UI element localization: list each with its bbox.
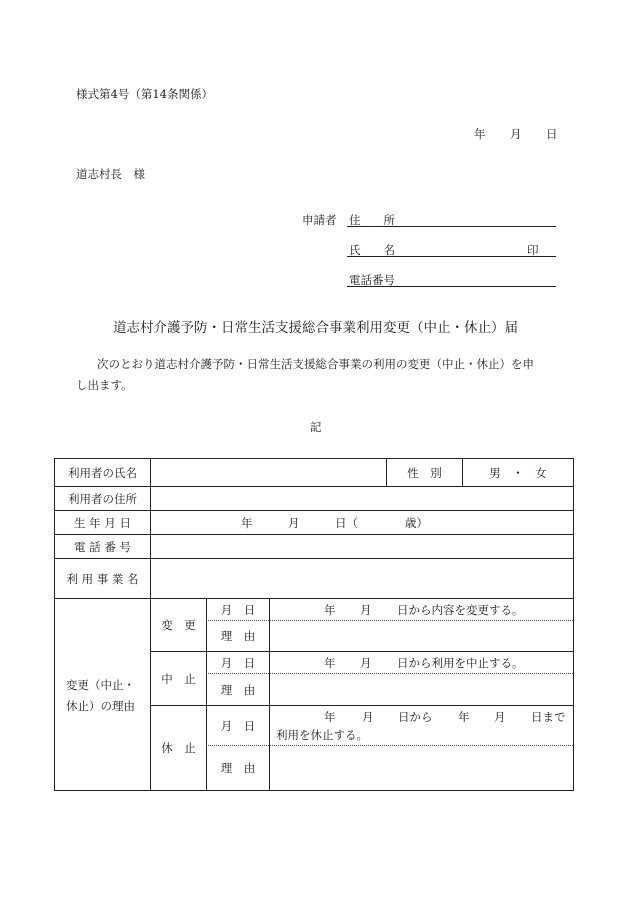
user-address-label: 利用者の住所 bbox=[68, 491, 137, 506]
reason-label-line-1: 変更（中止・ bbox=[66, 678, 135, 692]
pause-year-1: 年 bbox=[324, 710, 336, 724]
form-number: 様式第4号（第14条関係） bbox=[76, 87, 213, 101]
stop-reason-field[interactable] bbox=[270, 674, 573, 705]
pause-text-2: 利用を休止する。 bbox=[276, 728, 368, 742]
change-text: 日から内容を変更する。 bbox=[397, 603, 524, 617]
applicant-name-label: 氏 名 bbox=[349, 243, 395, 257]
pause-year-2: 年 bbox=[458, 710, 470, 724]
change-reason-label: 理 由 bbox=[220, 629, 256, 643]
ki-mark: 記 bbox=[310, 420, 322, 434]
change-date-label: 月 日 bbox=[220, 602, 256, 617]
birth-month-label: 月 bbox=[288, 516, 300, 530]
date-year-label: 年 bbox=[474, 127, 486, 141]
change-reason-field[interactable] bbox=[270, 621, 573, 651]
reason-label-line-2: 休止）の理由 bbox=[66, 699, 135, 713]
pause-until: 日まで bbox=[531, 710, 566, 724]
applicant-address-label: 住 所 bbox=[349, 213, 395, 227]
birth-age-close: 歳） bbox=[405, 516, 428, 530]
stop-reason-label: 理 由 bbox=[220, 682, 256, 697]
business-label: 利 用 事 業 名 bbox=[66, 571, 139, 586]
stop-month-label: 月 bbox=[360, 656, 372, 670]
intro-line-1: 次のとおり道志村介護予防・日常生活支援総合事業の利用の変更（中止・休止）を申 bbox=[97, 357, 534, 371]
addressee: 道志村長 様 bbox=[76, 167, 145, 181]
pause-month-2: 月 bbox=[494, 710, 506, 724]
user-name-field[interactable] bbox=[151, 459, 386, 486]
change-label: 変 更 bbox=[161, 618, 196, 632]
document-title: 道志村介護予防・日常生活支援総合事業利用変更（中止・休止）届 bbox=[113, 320, 518, 336]
birth-day-age-open: 日（ bbox=[335, 516, 358, 530]
seal-mark: 印 bbox=[527, 243, 539, 257]
phone-field[interactable] bbox=[151, 535, 573, 558]
pause-from: 日から bbox=[398, 710, 433, 724]
stop-label: 中 止 bbox=[161, 671, 196, 686]
date-month-label: 月 bbox=[510, 127, 522, 141]
intro-line-2: し出ます。 bbox=[76, 378, 133, 392]
user-name-label: 利用者の氏名 bbox=[68, 465, 137, 480]
pause-reason-field[interactable] bbox=[270, 746, 573, 790]
applicant-name-line bbox=[347, 256, 556, 257]
change-month-label: 月 bbox=[360, 603, 372, 617]
pause-label: 休 止 bbox=[161, 741, 196, 755]
stop-text: 日から利用を中止する。 bbox=[397, 656, 524, 670]
stop-year-label: 年 bbox=[324, 656, 336, 670]
gender-label: 性 別 bbox=[407, 465, 442, 480]
pause-date-label: 月 日 bbox=[220, 718, 256, 733]
change-year-label: 年 bbox=[324, 603, 336, 617]
applicant-phone-line bbox=[347, 286, 556, 287]
phone-label: 電 話 番 号 bbox=[74, 539, 131, 554]
applicant-address-line bbox=[347, 226, 556, 227]
applicant-phone-label: 電話番号 bbox=[349, 273, 395, 287]
stop-date-label: 月 日 bbox=[220, 655, 256, 670]
birth-year-label: 年 bbox=[241, 516, 253, 530]
applicant-label: 申請者 bbox=[302, 213, 337, 227]
date-day-label: 日 bbox=[546, 127, 558, 141]
gender-options[interactable]: 男 ・ 女 bbox=[489, 465, 547, 480]
pause-reason-label: 理 由 bbox=[220, 761, 256, 775]
business-field[interactable] bbox=[151, 559, 573, 598]
user-address-field[interactable] bbox=[151, 487, 573, 510]
birthdate-label: 生 年 月 日 bbox=[74, 515, 131, 530]
pause-month-1: 月 bbox=[362, 710, 374, 724]
